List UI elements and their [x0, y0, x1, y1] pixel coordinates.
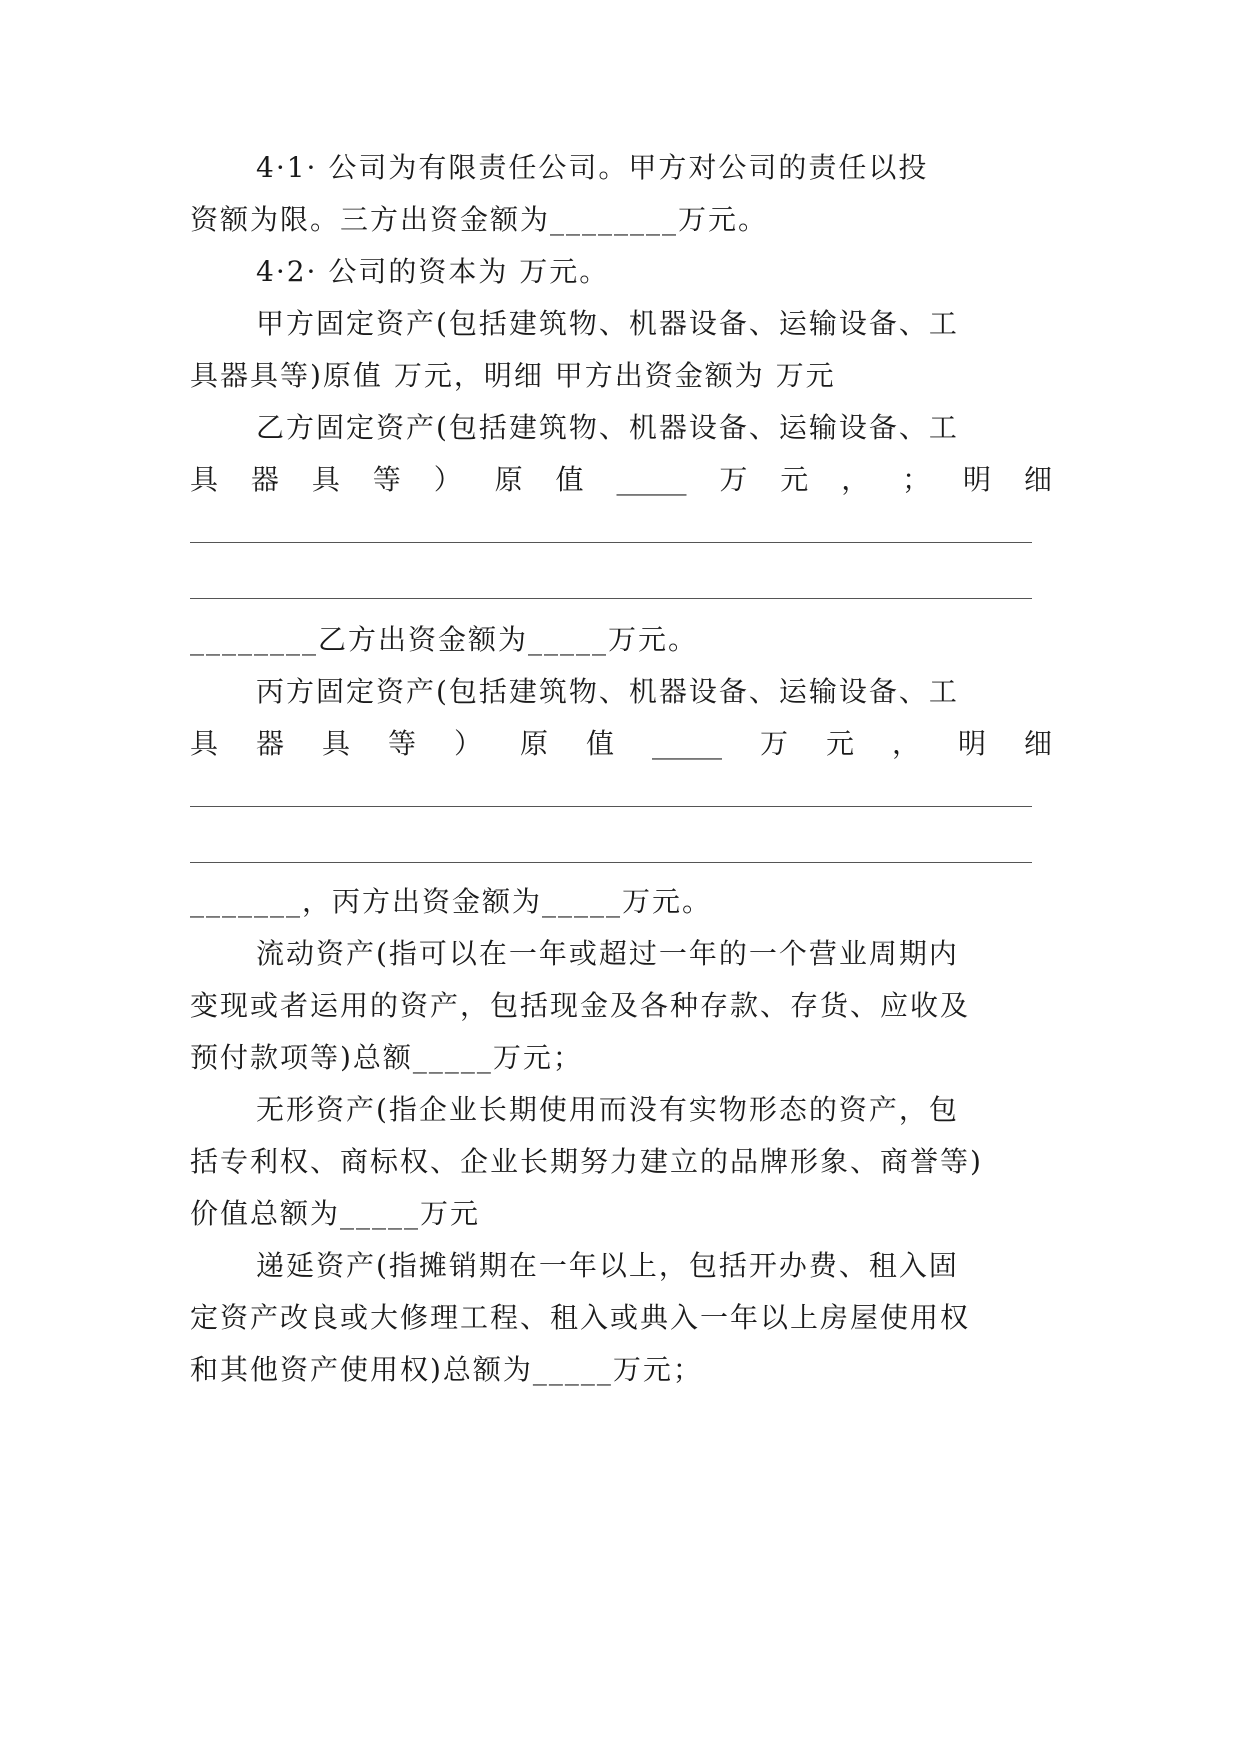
paragraph-line: 无形资产(指企业长期使用而没有实物形态的资产，包	[256, 1093, 959, 1126]
blank-rule	[190, 598, 1032, 599]
word: 具	[322, 727, 351, 760]
word: 万	[759, 727, 788, 760]
word: 万	[719, 463, 748, 496]
paragraph-line: 4·2· 公司的资本为 万元。	[256, 255, 610, 288]
word: 原	[494, 463, 523, 496]
word: 元	[825, 727, 854, 760]
word: 器	[250, 463, 279, 496]
paragraph-line: 丙方固定资产(包括建筑物、机器设备、运输设备、工	[256, 675, 959, 708]
paragraph-line: 甲方固定资产(包括建筑物、机器设备、运输设备、工	[256, 307, 959, 340]
word: 具	[190, 463, 219, 496]
word: 细	[1023, 463, 1052, 496]
paragraph-line: 预付款项等)总额_____万元；	[190, 1041, 583, 1074]
word: 值	[586, 727, 615, 760]
paragraph-line: 资额为限。三方出资金额为________万元。	[190, 203, 769, 236]
word: 具	[190, 727, 219, 760]
word: 值	[555, 463, 584, 496]
word: _____	[652, 727, 722, 760]
word: 具	[311, 463, 340, 496]
justified-line-yi	[190, 460, 1052, 500]
blank-rule	[190, 862, 1032, 863]
paragraph-line: 括专利权、商标权、企业长期努力建立的品牌形象、商誉等)	[190, 1145, 983, 1178]
paragraph-line: 乙方固定资产(包括建筑物、机器设备、运输设备、工	[256, 411, 959, 444]
paragraph-line: 具器具等)原值 万元，明细 甲方出资金额为 万元	[190, 359, 836, 392]
paragraph-line: _______，丙方出资金额为_____万元。	[190, 885, 713, 918]
paragraph-line: 递延资产(指摊销期在一年以上，包括开办费、租入固	[256, 1249, 959, 1282]
word: 原	[520, 727, 549, 760]
paragraph-line: 变现或者运用的资产，包括现金及各种存款、存货、应收及	[190, 989, 971, 1022]
blank-rule	[190, 806, 1032, 807]
word: ，	[891, 727, 920, 760]
paragraph-line: 定资产改良或大修理工程、租入或典入一年以上房屋使用权	[190, 1301, 971, 1334]
word: 等	[388, 727, 417, 760]
word: _____	[616, 463, 687, 496]
paragraph-line: 流动资产(指可以在一年或超过一年的一个营业周期内	[256, 937, 959, 970]
word: 等	[372, 463, 401, 496]
word: 元	[780, 463, 809, 496]
blank-rule	[190, 542, 1032, 543]
word: 细	[1023, 727, 1052, 760]
word: 明	[963, 463, 992, 496]
word: ）	[454, 727, 483, 760]
justified-line-bing	[190, 724, 1052, 764]
paragraph-line: 和其他资产使用权)总额为_____万元；	[190, 1353, 703, 1386]
word: 明	[957, 727, 986, 760]
word: ；	[902, 463, 931, 496]
paragraph-line: ________乙方出资金额为_____万元。	[190, 623, 699, 656]
word: ）	[433, 463, 462, 496]
word: 器	[256, 727, 285, 760]
paragraph-line: 4·1· 公司为有限责任公司。甲方对公司的责任以投	[256, 151, 929, 184]
word: ，	[841, 463, 870, 496]
paragraph-line: 价值总额为_____万元	[190, 1197, 481, 1230]
